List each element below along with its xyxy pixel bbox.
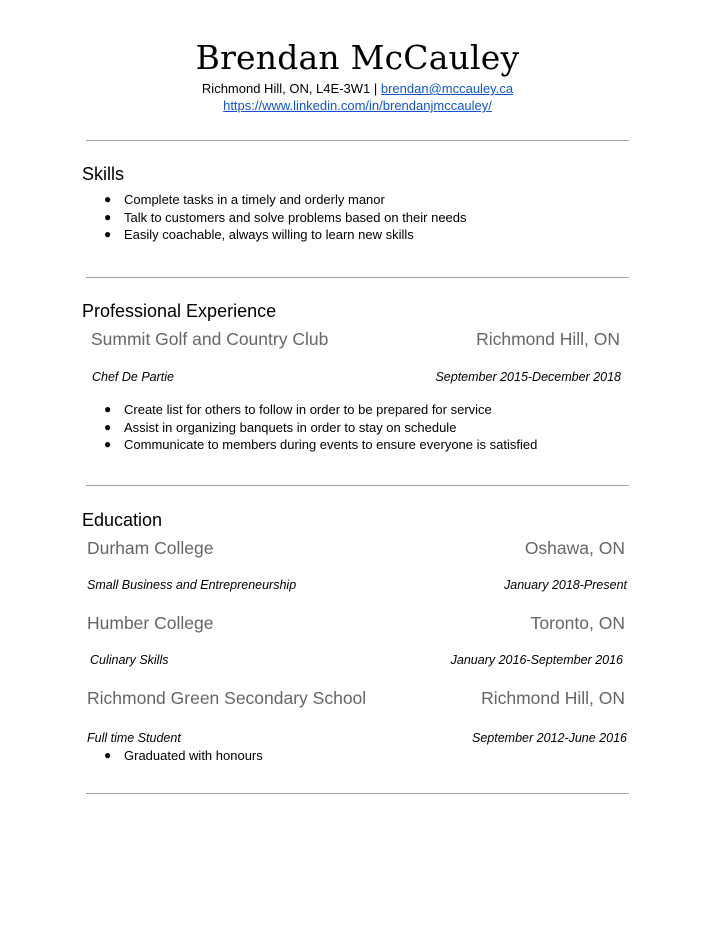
job-dates: September 2015-December 2018 — [435, 370, 621, 384]
bullet-icon: ● — [104, 227, 112, 241]
list-item — [104, 226, 467, 244]
school-program: Full time Student — [87, 731, 181, 745]
list-item — [104, 747, 263, 765]
skills-list — [104, 191, 467, 244]
school-dates: January 2016-September 2016 — [450, 653, 623, 667]
list-item — [104, 191, 467, 209]
divider — [86, 277, 629, 278]
divider — [86, 485, 629, 486]
employer-location: Richmond Hill, ON — [476, 329, 620, 349]
school-name: Richmond Green Secondary School — [87, 688, 367, 708]
bullet-icon: ● — [104, 748, 112, 762]
school-program: Small Business and Entrepreneurship — [87, 578, 297, 592]
list-item — [104, 419, 537, 437]
candidate-name: Brendan McCauley — [195, 38, 520, 77]
school-notes-list — [104, 747, 263, 765]
linkedin-link[interactable]: https://www.linkedin.com/in/brendanjmccauley/ — [223, 98, 492, 113]
school-dates: September 2012-June 2016 — [472, 731, 627, 745]
school-location: Oshawa, ON — [524, 538, 625, 558]
duty-text: Communicate to members during events to ensure everyone is satisfied — [124, 437, 538, 452]
school-location: Richmond Hill, ON — [481, 688, 625, 708]
skill-text: Talk to customers and solve problems based on their needs — [124, 209, 467, 225]
bullet-icon: ● — [104, 402, 112, 416]
school-dates: January 2018-Present — [504, 578, 627, 592]
school-name: Humber College — [87, 613, 214, 633]
note-text: Graduated with honours — [124, 748, 263, 763]
bullet-icon: ● — [104, 419, 112, 434]
school-location: Toronto, ON — [530, 613, 625, 633]
skill-text: Easily coachable, always willing to learn new skills — [124, 227, 414, 242]
skill-text: Complete tasks in a timely and orderly manor — [124, 192, 385, 207]
duty-text: Assist in organizing banquets in order to stay on schedule — [124, 419, 457, 435]
contact-line-2 — [0, 97, 715, 115]
divider — [86, 140, 629, 141]
list-item — [104, 436, 537, 454]
job-duties-list — [104, 401, 537, 454]
bullet-icon: ● — [104, 192, 112, 206]
address-text: Richmond Hill, ON, L4E-3W1 | — [201, 81, 381, 96]
education-heading: Education — [82, 510, 163, 530]
divider — [86, 793, 629, 794]
experience-heading: Professional Experience — [82, 301, 277, 321]
email-link[interactable]: brendan@mccauley.ca — [380, 81, 514, 96]
bullet-icon: ● — [104, 437, 112, 451]
duty-text: Create list for others to follow in order to be prepared for service — [124, 402, 492, 417]
list-item — [104, 209, 467, 227]
job-role: Chef De Partie — [92, 370, 174, 384]
list-item — [104, 401, 537, 419]
bullet-icon: ● — [104, 209, 112, 224]
contact-line-1 — [0, 80, 715, 98]
skills-heading: Skills — [82, 164, 125, 184]
school-name: Durham College — [87, 538, 214, 558]
employer-name: Summit Golf and Country Club — [91, 329, 329, 349]
school-program: Culinary Skills — [90, 653, 169, 667]
